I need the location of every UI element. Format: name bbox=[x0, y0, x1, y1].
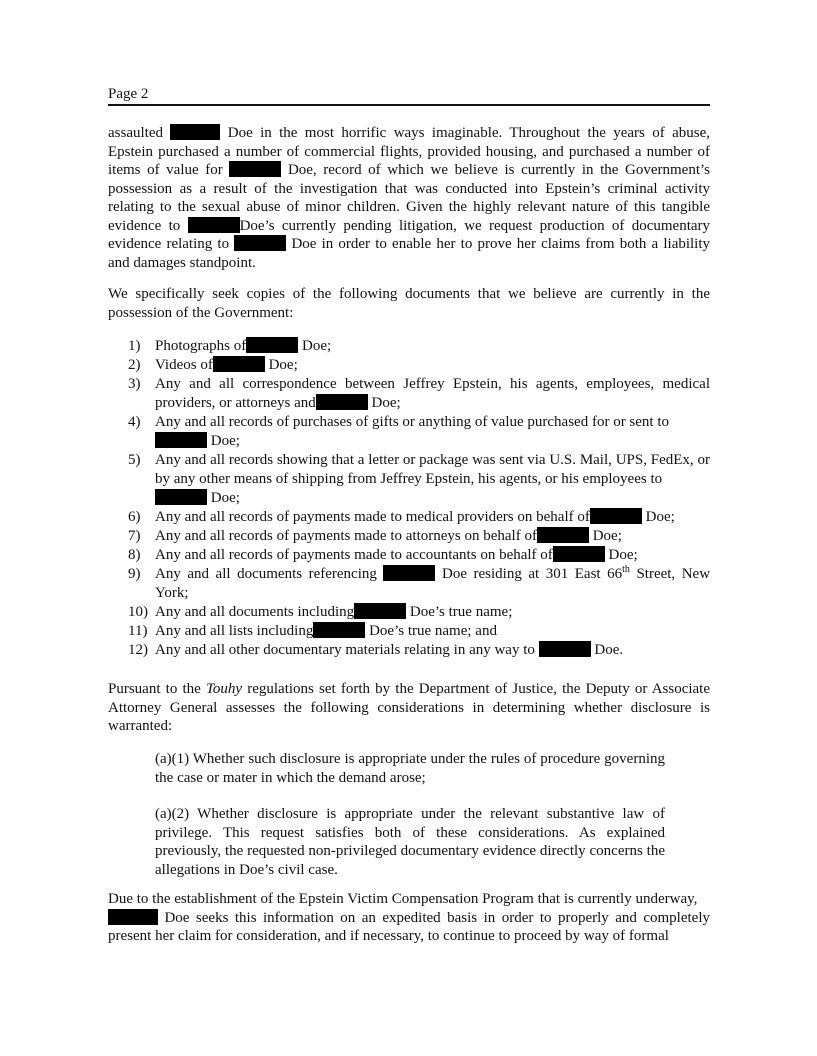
list-item: 11) Any and all lists including Doe’s true name; and bbox=[128, 623, 497, 639]
redaction-block bbox=[590, 508, 642, 524]
redaction-block bbox=[313, 622, 365, 638]
redaction-block bbox=[383, 565, 435, 581]
list-item: 12) Any and all other documentary materials relating in any way to Doe. bbox=[128, 642, 624, 658]
list-item: 8) Any and all records of payments made to accountants on behalf of Doe; bbox=[128, 547, 638, 563]
redaction-block bbox=[539, 641, 591, 657]
list-item: 9) Any and all documents referencing Doe residing at 301 East 66th Street, New York; bbox=[128, 564, 711, 601]
page-number: Page 2 bbox=[108, 86, 149, 102]
redaction-block bbox=[553, 546, 605, 562]
list-item: 7) Any and all records of payments made to attorneys on behalf of Doe; bbox=[128, 528, 622, 544]
list-item: 3) Any and all correspondence between Jeffrey Epstein, his agents, employees, medical providers, or attorneys and Doe; bbox=[128, 376, 710, 411]
paragraph-intro: assaulted Doe in the most horrific ways imaginable. Throughout the years of abuse, Epstein purchased a number of commercial flights, provided housing, and purchased a number of items of value for Doe, record of which we believe is currently in the Government’s possession as a result of the investigation that was conducted into Epstein’s criminal activity relating to the sexual abuse of minor children. Given the highly relevant nature of this tangible evidence to Doe’s currently pending litigation, we request production of documentary evidence relating to Doe in order to enable her to prove her claims from both a liability and damages standpoint. bbox=[108, 125, 711, 271]
redaction-block bbox=[316, 394, 368, 410]
redaction-block bbox=[246, 337, 298, 353]
redaction-block bbox=[170, 124, 220, 140]
request-list bbox=[128, 337, 710, 660]
redaction-block bbox=[155, 489, 207, 505]
redaction-block bbox=[354, 603, 406, 619]
paragraph-touhy: Pursuant to the Touhy regulations set forth by the Department of Justice, the Deputy or Associate Attorney General assesses the following considerations in determining whether disclosure is warranted: bbox=[108, 681, 711, 734]
paragraph-request-intro: We specifically seek copies of the following documents that we believe are currently in the possession of the Government: bbox=[108, 286, 710, 321]
list-item: 1) Photographs of Doe; bbox=[128, 338, 332, 354]
list-item: 4) Any and all records of purchases of gifts or anything of value purchased for or sent to Doe; bbox=[128, 414, 670, 449]
touhy-italic: Touhy bbox=[205, 681, 243, 697]
redaction-block bbox=[229, 161, 281, 177]
list-item: 6) Any and all records of payments made to medical providers on behalf of Doe; bbox=[128, 509, 675, 525]
consideration-a2: (a)(2) Whether disclosure is appropriate under the relevant substantive law of privilege. This request satisfies both of these considerations. As explained previously, the requested non-privileged documentary evidence directly concerns the allegations in Doe’s civil case. bbox=[155, 806, 665, 878]
redaction-block bbox=[108, 909, 158, 925]
redaction-block bbox=[213, 356, 265, 372]
consideration-a1: (a)(1) Whether such disclosure is appropriate under the rules of procedure governing the case or mater in which the demand arose; bbox=[155, 751, 665, 786]
redaction-block bbox=[155, 432, 207, 448]
redaction-block bbox=[188, 217, 240, 233]
page-header bbox=[108, 86, 710, 106]
list-item: 2) Videos of Doe; bbox=[128, 357, 298, 373]
paragraph-expedited: Due to the establishment of the Epstein Victim Compensation Program that is currently underway, Doe seeks this information on an expedited basis in order to properly and completely present her claim for consideration, and if necessary, to continue to proceed by way of formal bbox=[108, 891, 710, 944]
redaction-block bbox=[537, 527, 589, 543]
list-item: 5) Any and all records showing that a letter or package was sent via U.S. Mail, UPS, FedEx, or by any other means of shipping from Jeffrey Epstein, his agents, or his employees to Doe; bbox=[128, 452, 710, 506]
list-item: 10) Any and all documents including Doe’s true name; bbox=[128, 604, 513, 620]
redaction-block bbox=[234, 235, 286, 251]
